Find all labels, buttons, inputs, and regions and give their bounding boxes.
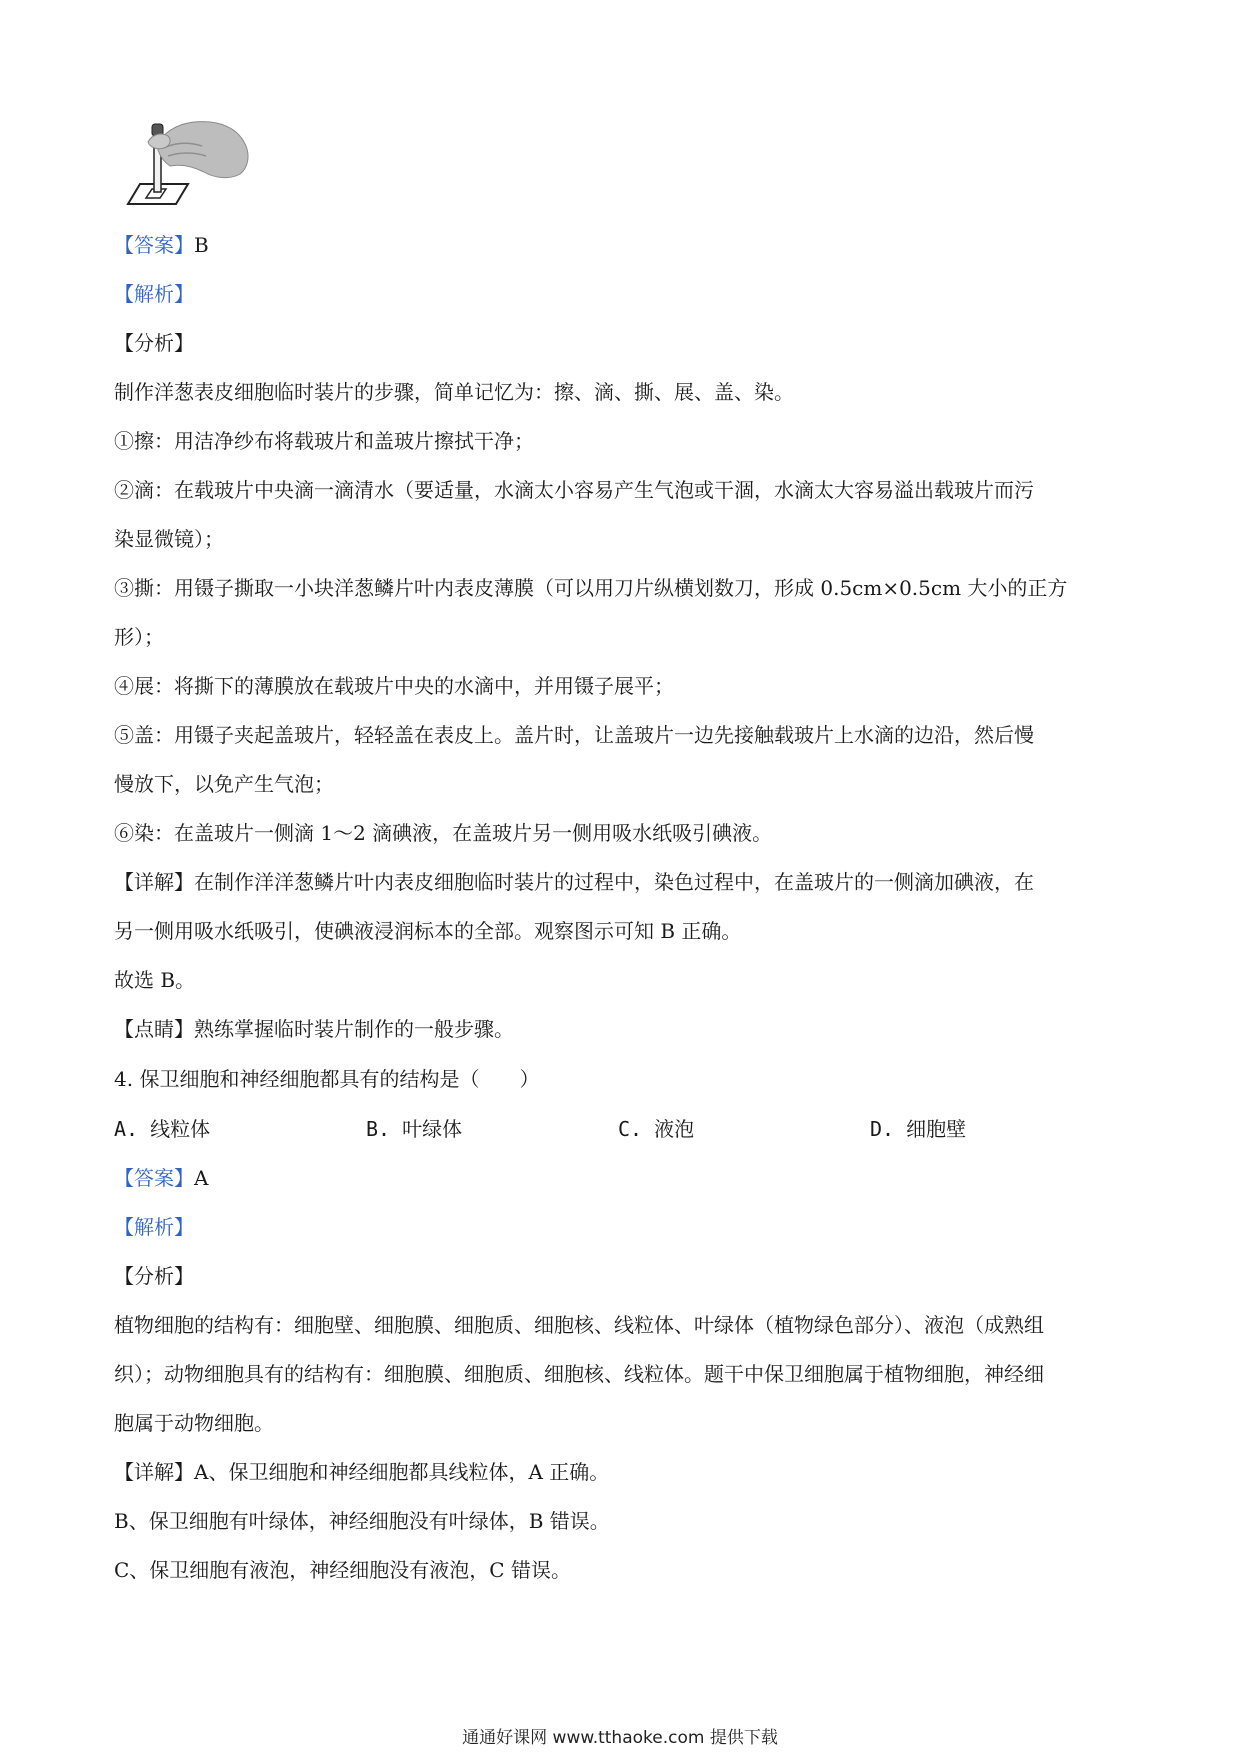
answer-value: B [194,233,209,257]
point-text: 熟练掌握临时装片制作的一般步骤。 [194,1017,514,1041]
q4-fenxi-line2: 织）；动物细胞具有的结构有：细胞膜、细胞质、细胞核、线粒体。题干中保卫细胞属于植物细胞，神经细 [114,1362,1044,1386]
option-a: A. 线粒体 [114,1117,211,1141]
q3-intro: 制作洋葱表皮细胞临时装片的步骤，简单记忆为：擦、滴、撕、展、盖、染。 [114,380,794,404]
analysis-tag: 【解析】 [114,282,194,306]
q3-step5-line2: 慢放下，以免产生气泡； [114,772,334,796]
option-d: D. 细胞壁 [870,1117,967,1141]
q4-detail-line1 [114,1457,1140,1487]
detail-tag: 【详解】 [114,870,194,894]
q3-detail-line1 [114,867,1140,897]
q3-choice: 故选 B。 [114,968,196,992]
page-footer: 通通好课网 www.tthaoke.com 提供下载 [462,1728,778,1748]
q4-fenxi-heading: 【分析】 [114,1264,194,1288]
q3-point [114,1014,1140,1044]
q3-step2-line1: ②滴：在载玻片中央滴一滴清水（要适量，水滴太小容易产生气泡或干涸，水滴太大容易溢出载玻片而污 [114,478,1034,502]
q4-detail-line2: B、保卫细胞有叶绿体，神经细胞没有叶绿体，B 错误。 [114,1509,610,1533]
detail-text: A、保卫细胞和神经细胞都具线粒体，A 正确。 [194,1460,610,1484]
q3-step5-line1: ⑤盖：用镊子夹起盖玻片，轻轻盖在表皮上。盖片时，让盖玻片一边先接触载玻片上水滴的边沿，然后慢 [114,723,1034,747]
q4-fenxi-line1: 植物细胞的结构有：细胞壁、细胞膜、细胞质、细胞核、线粒体、叶绿体（植物绿色部分）、液泡（成熟组 [114,1313,1044,1337]
q4-analysis-heading [114,1212,1140,1242]
option-c: C. 液泡 [618,1117,695,1141]
option-b: B. 叶绿体 [366,1117,463,1141]
detail-text: 在制作洋洋葱鳞片叶内表皮细胞临时装片的过程中，染色过程中，在盖玻片的一侧滴加碘液，在 [194,870,1034,894]
q3-step3-line2: 形）； [114,625,164,649]
dropper-on-slide-icon [118,112,258,212]
q3-step6: ⑥染：在盖玻片一侧滴 1～2 滴碘液，在盖玻片另一侧用吸水纸吸引碘液。 [114,821,773,845]
q4-answer [114,1163,1140,1193]
answer-tag: 【答案】 [114,1166,194,1190]
q4-question: 4. 保卫细胞和神经细胞都具有的结构是（ ） [114,1067,540,1091]
q3-answer [114,230,1140,260]
q3-detail-line2: 另一侧用吸水纸吸引，使碘液浸润标本的全部。观察图示可知 B 正确。 [114,919,742,943]
q3-step4: ④展：将撕下的薄膜放在载玻片中央的水滴中，并用镊子展平； [114,674,674,698]
q3-fenxi-heading: 【分析】 [114,331,194,355]
q3-step1: ①擦：用洁净纱布将载玻片和盖玻片擦拭干净； [114,429,534,453]
q3-step2-line2: 染显微镜）； [114,527,224,551]
answer-tag: 【答案】 [114,233,194,257]
answer-value: A [194,1166,209,1190]
point-tag: 【点睛】 [114,1017,194,1041]
q4-options [114,1114,1014,1144]
q4-fenxi-line3: 胞属于动物细胞。 [114,1411,274,1435]
dropper-illustration [118,112,258,212]
q3-step3-line1: ③撕：用镊子撕取一小块洋葱鳞片叶内表皮薄膜（可以用刀片纵横划数刀，形成 0.5cm×0.5cm 大小的正方 [114,576,1068,600]
analysis-tag: 【解析】 [114,1215,194,1239]
q4-detail-line3: C、保卫细胞有液泡，神经细胞没有液泡，C 错误。 [114,1558,571,1582]
detail-tag: 【详解】 [114,1460,194,1484]
q3-analysis-heading [114,279,1140,309]
